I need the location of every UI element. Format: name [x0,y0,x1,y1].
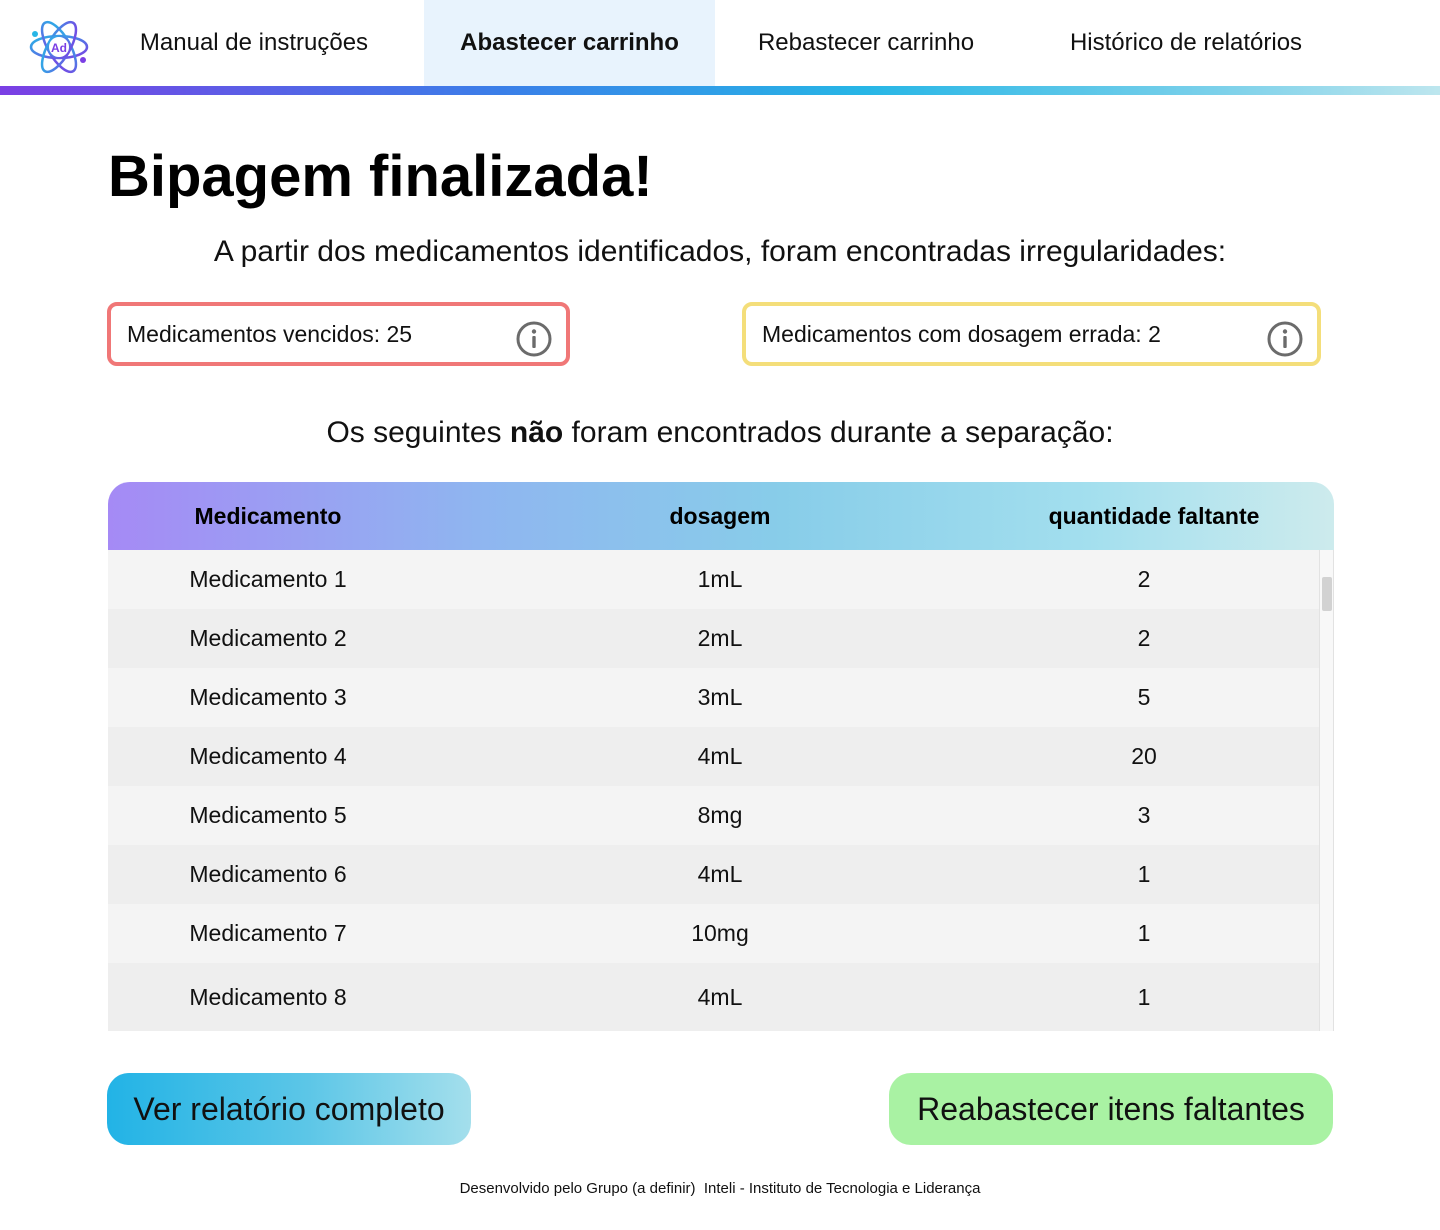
table-row [108,845,1319,904]
missing-section-emphasis: não [509,416,564,449]
table-row [108,786,1319,845]
nav-tab-historico[interactable]: Histórico de relatórios [1069,29,1303,56]
atom-logo-icon[interactable] [28,14,90,80]
cell-dosage: 2mL [697,625,743,651]
info-icon[interactable] [516,321,552,357]
cell-medicine: Medicamento 7 [189,920,347,946]
scrollbar-thumb[interactable] [1322,577,1332,611]
nav-tab-rebastecer[interactable]: Rebastecer carrinho [757,29,975,56]
cell-missing-qty: 20 [1131,743,1157,769]
table-row [108,963,1319,1031]
missing-medicines-table [108,482,1334,1031]
cell-dosage: 3mL [697,684,743,710]
cell-medicine: Medicamento 8 [189,983,347,1010]
page-title: Bipagem finalizada! [108,144,653,209]
view-full-report-button[interactable]: Ver relatório completo [107,1073,471,1145]
table-row [108,668,1319,727]
cell-missing-qty: 1 [1137,861,1151,887]
cell-dosage: 4mL [697,861,743,887]
expired-medicines-card [107,302,570,366]
table-scrollbar[interactable] [1319,550,1334,1031]
refill-missing-items-button[interactable]: Reabastecer itens faltantes [889,1073,1333,1145]
info-icon[interactable] [1267,321,1303,357]
missing-section-label [0,416,1440,450]
cell-dosage: 8mg [697,802,743,828]
top-navbar [0,0,1440,86]
cell-missing-qty: 5 [1137,684,1151,710]
cell-dosage: 4mL [697,743,743,769]
cell-medicine: Medicamento 1 [189,566,347,592]
cell-missing-qty: 2 [1137,625,1151,651]
column-header-medicine: Medicamento [194,502,342,529]
expired-medicines-label: Medicamentos vencidos: 25 [127,320,413,347]
cell-missing-qty: 1 [1137,983,1151,1010]
cell-medicine: Medicamento 3 [189,684,347,710]
column-header-missing-qty: quantidade faltante [1048,502,1260,529]
cell-medicine: Medicamento 4 [189,743,347,769]
page-subtitle: A partir dos medicamentos identificados, foram encontradas irregularidades: [213,235,1227,268]
table-row [108,550,1319,609]
logo-text: Ad [51,41,67,55]
cell-missing-qty: 3 [1137,802,1151,828]
wrong-dosage-label: Medicamentos com dosagem errada: 2 [762,320,1161,347]
missing-section-prefix: Os seguintes [326,416,510,449]
column-header-dosage: dosagem [669,502,771,529]
cell-missing-qty: 1 [1137,920,1151,946]
cell-medicine: Medicamento 2 [189,625,347,651]
table-row [108,727,1319,786]
nav-tab-abastecer[interactable]: Abastecer carrinho [424,0,715,86]
cell-dosage: 10mg [691,920,749,946]
nav-tab-manual[interactable]: Manual de instruções [139,29,369,56]
cell-missing-qty: 2 [1137,566,1151,592]
cell-medicine: Medicamento 5 [189,802,347,828]
cell-dosage: 4mL [697,983,743,1010]
footer-credits: Desenvolvido pelo Grupo (a definir) Inteli - Instituto de Tecnologia e Liderança [459,1180,981,1197]
table-row [108,904,1319,963]
nav-gradient-divider [0,86,1440,95]
table-body [108,550,1319,1031]
missing-section-suffix: foram encontrados durante a separação: [563,416,1114,449]
table-row [108,609,1319,668]
wrong-dosage-card [742,302,1321,366]
cell-dosage: 1mL [697,566,743,592]
table-header [108,482,1334,550]
cell-medicine: Medicamento 6 [189,861,347,887]
